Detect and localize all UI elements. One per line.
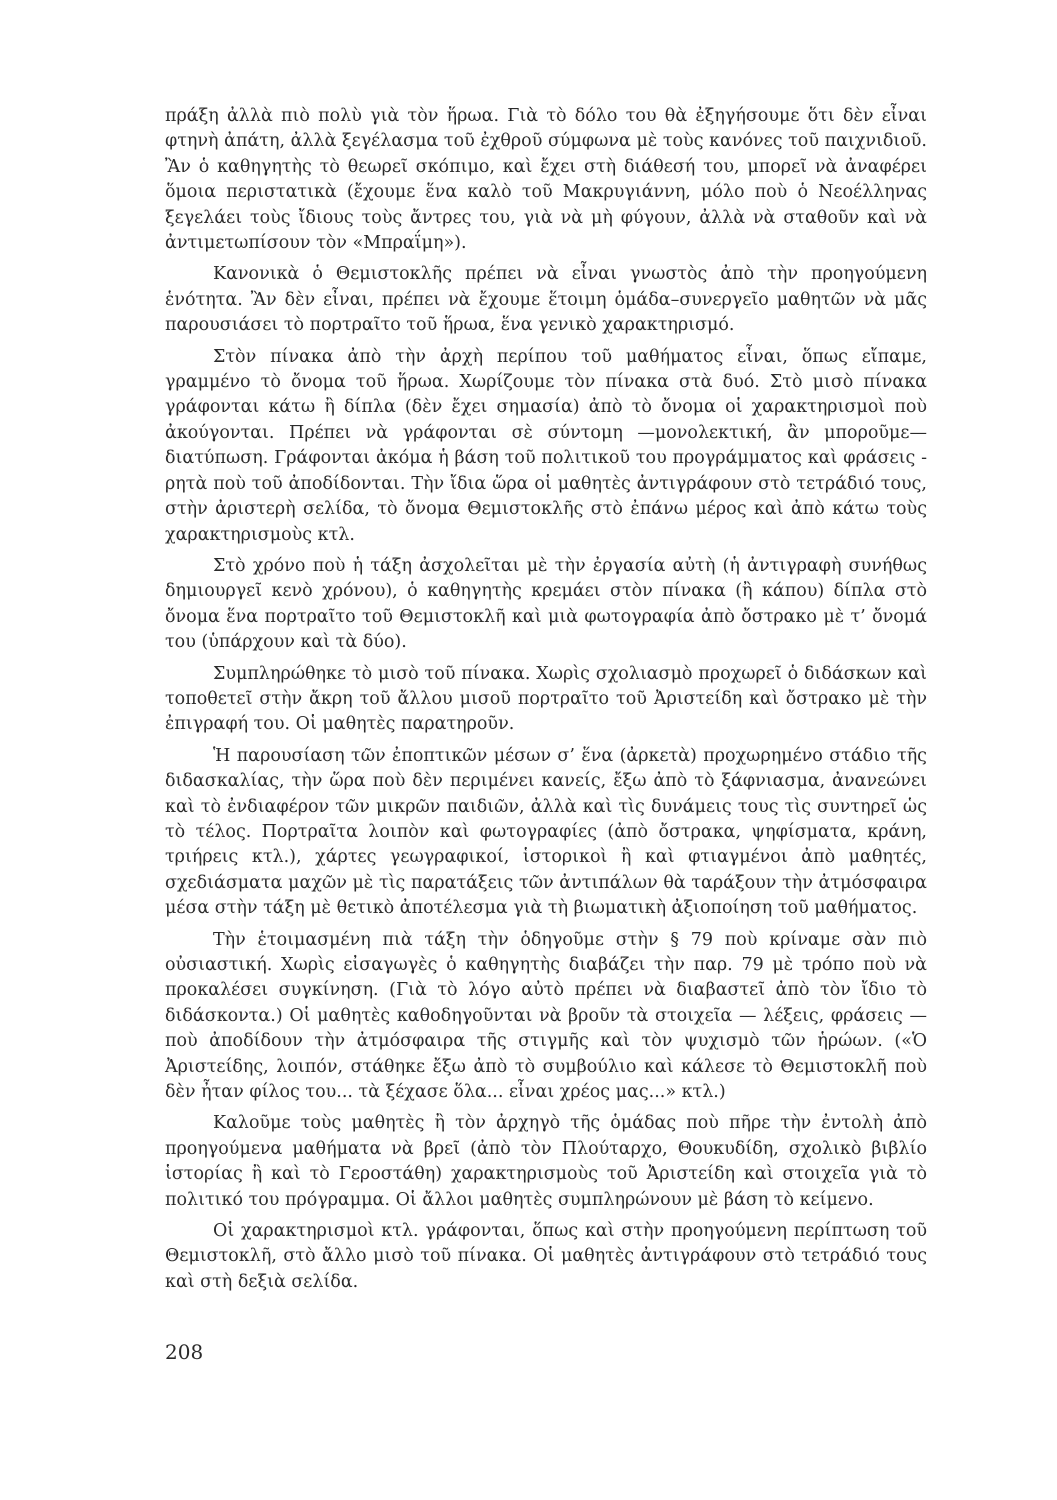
paragraph: Στὸ χρόνο ποὺ ἡ τάξη ἀσχολεῖται μὲ τὴν ἐργασία αὐτὴ (ἡ ἀντιγραφὴ συνήθως δημιουργεῖ κενὸ χρόνου), ὁ καθηγητὴς κρεμάει στὸν πίνακα (ἢ κάπου) δίπλα στὸ ὄνομα ἕνα πορτραῖτο τοῦ Θεμιστοκλῆ καὶ μιὰ φωτογραφία ἀπὸ ὄστρακο μὲ τ’ ὄνομά του (ὑπάρχουν καὶ τὰ δύο). — [165, 555, 927, 653]
paragraph: Οἱ χαρακτηρισμοὶ κτλ. γράφονται, ὅπως καὶ στὴν προηγούμενη περίπτωση τοῦ Θεμιστοκλῆ, στὸ ἄλλο μισὸ τοῦ πίνακα. Οἱ μαθητὲς ἀντιγράφουν στὸ τετράδιό τους καὶ στὴ δεξιὰ σελίδα. — [165, 1221, 927, 1292]
paragraph: Συμπληρώθηκε τὸ μισὸ τοῦ πίνακα. Χωρὶς σχολιασμὸ προχωρεῖ ὁ διδάσκων καὶ τοποθετεῖ στὴν ἄκρη τοῦ ἄλλου μισοῦ πορτραῖτο τοῦ Ἀριστείδη καὶ ὄστρακο μὲ τὴν ἐπιγραφή του. Οἱ μαθητὲς παρατηροῦν. — [165, 663, 927, 735]
paragraph: Τὴν ἑτοιμασμένη πιὰ τάξη τὴν ὁδηγοῦμε στὴν § 79 ποὺ κρίναμε σὰν πιὸ οὐσιαστική. Χωρὶς εἰσαγωγὲς ὁ καθηγητὴς διαβάζει τὴν παρ. 79 μὲ τρόπο ποὺ νὰ προκαλέσει συγκίνηση. (Γιὰ τὸ λόγο αὐτὸ πρέπει νὰ διαβαστεῖ ἀπὸ τὸν ἴδιο τὸ διδάσκοντα.) Οἱ μαθητὲς καθοδηγοῦνται νὰ βροῦν τὰ στοιχεῖα — λέξεις, φράσεις — ποὺ ἀποδίδουν τὴν ἀτμόσφαιρα τῆς στιγμῆς καὶ τὸν ψυχισμὸ τῶν ἡρώων. («Ὁ Ἀριστείδης, λοιπόν, στάθηκε ἔξω ἀπὸ τὸ συμβούλιο καὶ κάλεσε τὸ Θεμιστοκλῆ ποὺ δὲν ἦταν φίλος του... τὰ ξέχασε ὅλα... εἶναι χρέος μας...» κτλ.) — [165, 929, 927, 1103]
page-body — [165, 104, 927, 1301]
paragraph: Κανονικὰ ὁ Θεμιστοκλῆς πρέπει νὰ εἶναι γνωστὸς ἀπὸ τὴν προηγούμενη ἑνότητα. Ἂν δὲν εἶναι, πρέπει νὰ ἔχουμε ἕτοιμη ὁμάδα–συνεργεῖο μαθητῶν νὰ μᾶς παρουσιάσει τὸ πορτραῖτο τοῦ ἥρωα, ἕνα γενικὸ χαρακτηρισμό. — [165, 264, 927, 336]
paragraph-continuation: πράξη ἀλλὰ πιὸ πολὺ γιὰ τὸν ἥρωα. Γιὰ τὸ δόλο του θὰ ἐξηγήσουμε ὅτι δὲν εἶναι φτηνὴ ἀπάτη, ἀλλὰ ξεγέλασμα τοῦ ἐχθροῦ σύμφωνα μὲ τοὺς κανόνες τοῦ παιχνιδιοῦ. Ἂν ὁ καθηγητὴς τὸ θεωρεῖ σκόπιμο, καὶ ἔχει στὴ διάθεσή του, μπορεῖ νὰ ἀναφέρει ὅμοια περιστατικὰ (ἔχουμε ἕνα καλὸ τοῦ Μακρυγιάννη, μόλο ποὺ ὁ Νεοέλληνας ξεγελάει τοὺς ἴδιους τοὺς ἄντρες του, γιὰ νὰ μὴ φύγουν, ἀλλὰ νὰ σταθοῦν καὶ νὰ ἀντιμετωπίσουν τὸν «Μπραΐμη»). — [165, 106, 927, 254]
paragraph: Στὸν πίνακα ἀπὸ τὴν ἀρχὴ περίπου τοῦ μαθήματος εἶναι, ὅπως εἴπαμε, γραμμένο τὸ ὄνομα τοῦ ἥρωα. Χωρίζουμε τὸν πίνακα στὰ δυό. Στὸ μισὸ πίνακα γράφονται κάτω ἢ δίπλα (δὲν ἔχει σημασία) ἀπὸ τὸ ὄνομα οἱ χαρακτηρισμοὶ ποὺ ἀκούγονται. Πρέπει νὰ γράφονται σὲ σύντομη —μονολεκτική, ἂν μποροῦμε— διατύπωση. Γράφονται ἀκόμα ἡ βάση τοῦ πολιτικοῦ του προγράμματος καὶ φράσεις - ρητὰ ποὺ τοῦ ἀποδίδονται. Τὴν ἴδια ὥρα οἱ μαθητὲς ἀντιγράφουν στὸ τετράδιό τους, στὴν ἀριστερὴ σελίδα, τὸ ὄνομα Θεμιστοκλῆς στὸ ἐπάνω μέρος καὶ ἀπὸ κάτω τοὺς χαρακτηρισμοὺς κτλ. — [165, 346, 927, 545]
paragraph: Καλοῦμε τοὺς μαθητὲς ἢ τὸν ἀρχηγὸ τῆς ὁμάδας ποὺ πῆρε τὴν ἐντολὴ ἀπὸ προηγούμενα μαθήματα νὰ βρεῖ (ἀπὸ τὸν Πλούταρχο, Θουκυδίδη, σχολικὸ βιβλίο ἱστορίας ἢ καὶ τὸ Γεροστάθη) χαρακτηρισμοὺς τοῦ Ἀριστείδη καὶ στοιχεῖα γιὰ τὸ πολιτικό του πρόγραμμα. Οἱ ἄλλοι μαθητὲς συμπληρώνουν μὲ βάση τὸ κείμενο. — [165, 1113, 927, 1210]
paragraph: Ἡ παρουσίαση τῶν ἐποπτικῶν μέσων σ’ ἕνα (ἀρκετὰ) προχωρημένο στάδιο τῆς διδασκαλίας, τὴν ὥρα ποὺ δὲν περιμένει κανείς, ἔξω ἀπὸ τὸ ξάφνιασμα, ἀνανεώνει καὶ τὸ ἐνδιαφέρον τῶν μικρῶν παιδιῶν, ἀλλὰ καὶ τὶς δυνάμεις τους τὶς συντηρεῖ ὡς τὸ τέλος. Πορτραῖτα λοιπὸν καὶ φωτογραφίες (ἀπὸ ὄστρακα, ψηφίσματα, κράνη, τριήρεις κτλ.), χάρτες γεωγραφικοί, ἱστορικοὶ ἢ καὶ φτιαγμένοι ἀπὸ μαθητές, σχεδιάσματα μαχῶν μὲ τὶς παρατάξεις τῶν ἀντιπάλων θὰ ταράξουν τὴν ἀτμόσφαιρα μέσα στὴν τάξη μὲ θετικὸ ἀποτέλεσμα γιὰ τὴ βιωματικὴ ἀξιοποίηση τοῦ μαθήματος. — [165, 745, 927, 919]
page-number: 208 — [165, 1340, 204, 1364]
